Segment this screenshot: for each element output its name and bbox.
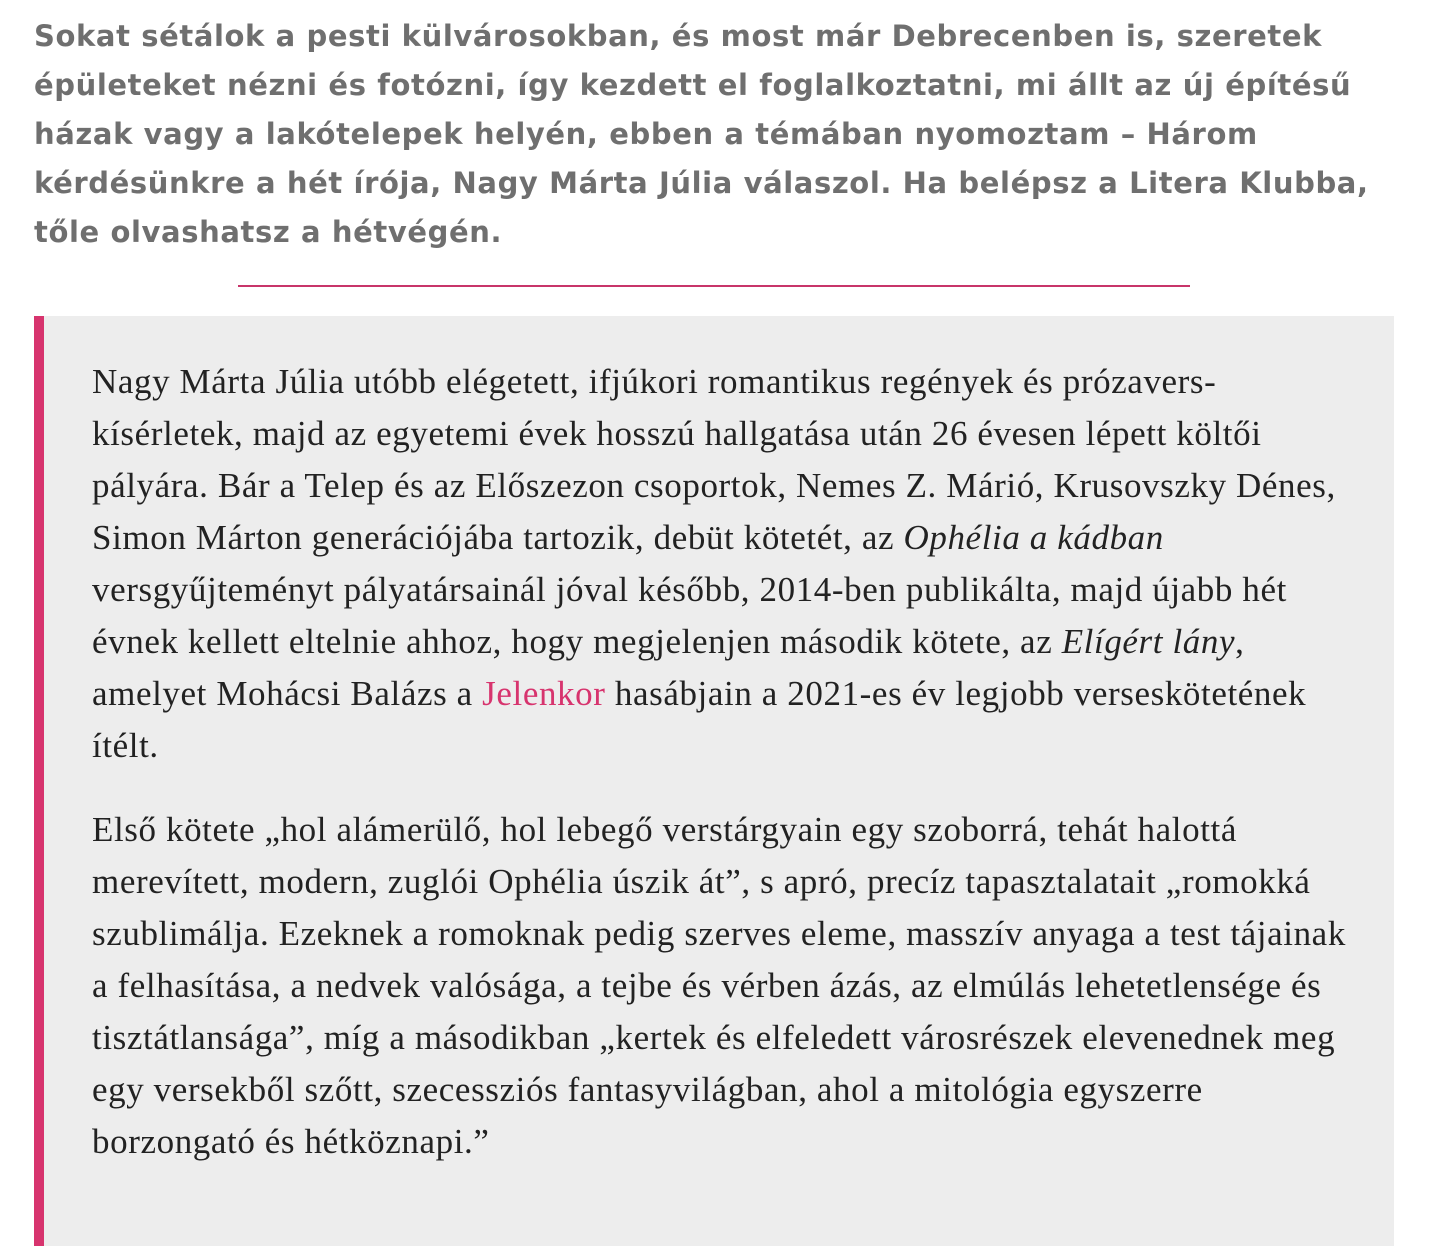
bio-text-segment: versgyűjteményt pályatársainál jóval később, 2014-ben publikálta, majd újabb hét évnek kellett eltelnie ahhoz, hogy megjelenjen második kötete, az	[92, 570, 1287, 661]
book-title-eligert-lany: Elígért lány	[1061, 622, 1236, 661]
bio-text-segment: hasábjain a 2021-es év legjobb verseskötetének ítélt.	[92, 674, 1307, 765]
bio-paragraph-2: Első kötete „hol alámerülő, hol lebegő verstárgyain egy szoborrá, tehát halottá merevített, modern, zuglói Ophélia úszik át”, s apró, precíz tapasztalatait „romokká szublimálja. Ezeknek a romoknak pedig szerves eleme, masszív anyaga a test tájainak a felhasítása, a nedvek valósága, a tejbe és vérben ázás, az elmúlás lehetetlensége és tisztátlansága”, míg a másodikban „kertek és elfeledett városrészek elevenednek meg egy versekből szőtt, szecessziós fantasyvilágban, ahol a mitológia egyszerre borzongató és hétköznapi.”	[92, 810, 1346, 1161]
bio-text-segment: , amelyet Mohácsi Balázs a	[92, 622, 1245, 713]
author-bio-text	[92, 356, 1354, 1200]
article-lead: Sokat sétálok a pesti külvárosokban, és most már Debrecenben is, szeretek épületeket nézni és fotózni, így kezdett el foglalkoztatni, mi állt az új építésű házak vagy a lakótelepek helyén, ebben a témában nyomoztam – Három kérdésünkre a hét írója, Nagy Márta Júlia válaszol. Ha belépsz a Litera Klubba, tőle olvashatsz a hétvégén.	[34, 19, 1369, 249]
section-divider	[238, 285, 1190, 287]
jelenkor-link[interactable]: Jelenkor	[482, 674, 606, 713]
author-bio-box	[34, 316, 1394, 1246]
bio-paragraph-1	[92, 356, 1354, 772]
book-title-ophelia: Ophélia a kádban	[903, 518, 1164, 557]
bio-text-segment: Nagy Márta Júlia utóbb elégetett, ifjúkori romantikus regények és prózavers-kísérletek, majd az egyetemi évek hosszú hallgatása után 26 évesen lépett költői pályára. Bár a Telep és az Előszezon csoportok, Nemes Z. Márió, Krusovszky Dénes, Simon Márton generációjába tartozik, debüt kötetét, az	[92, 362, 1336, 557]
